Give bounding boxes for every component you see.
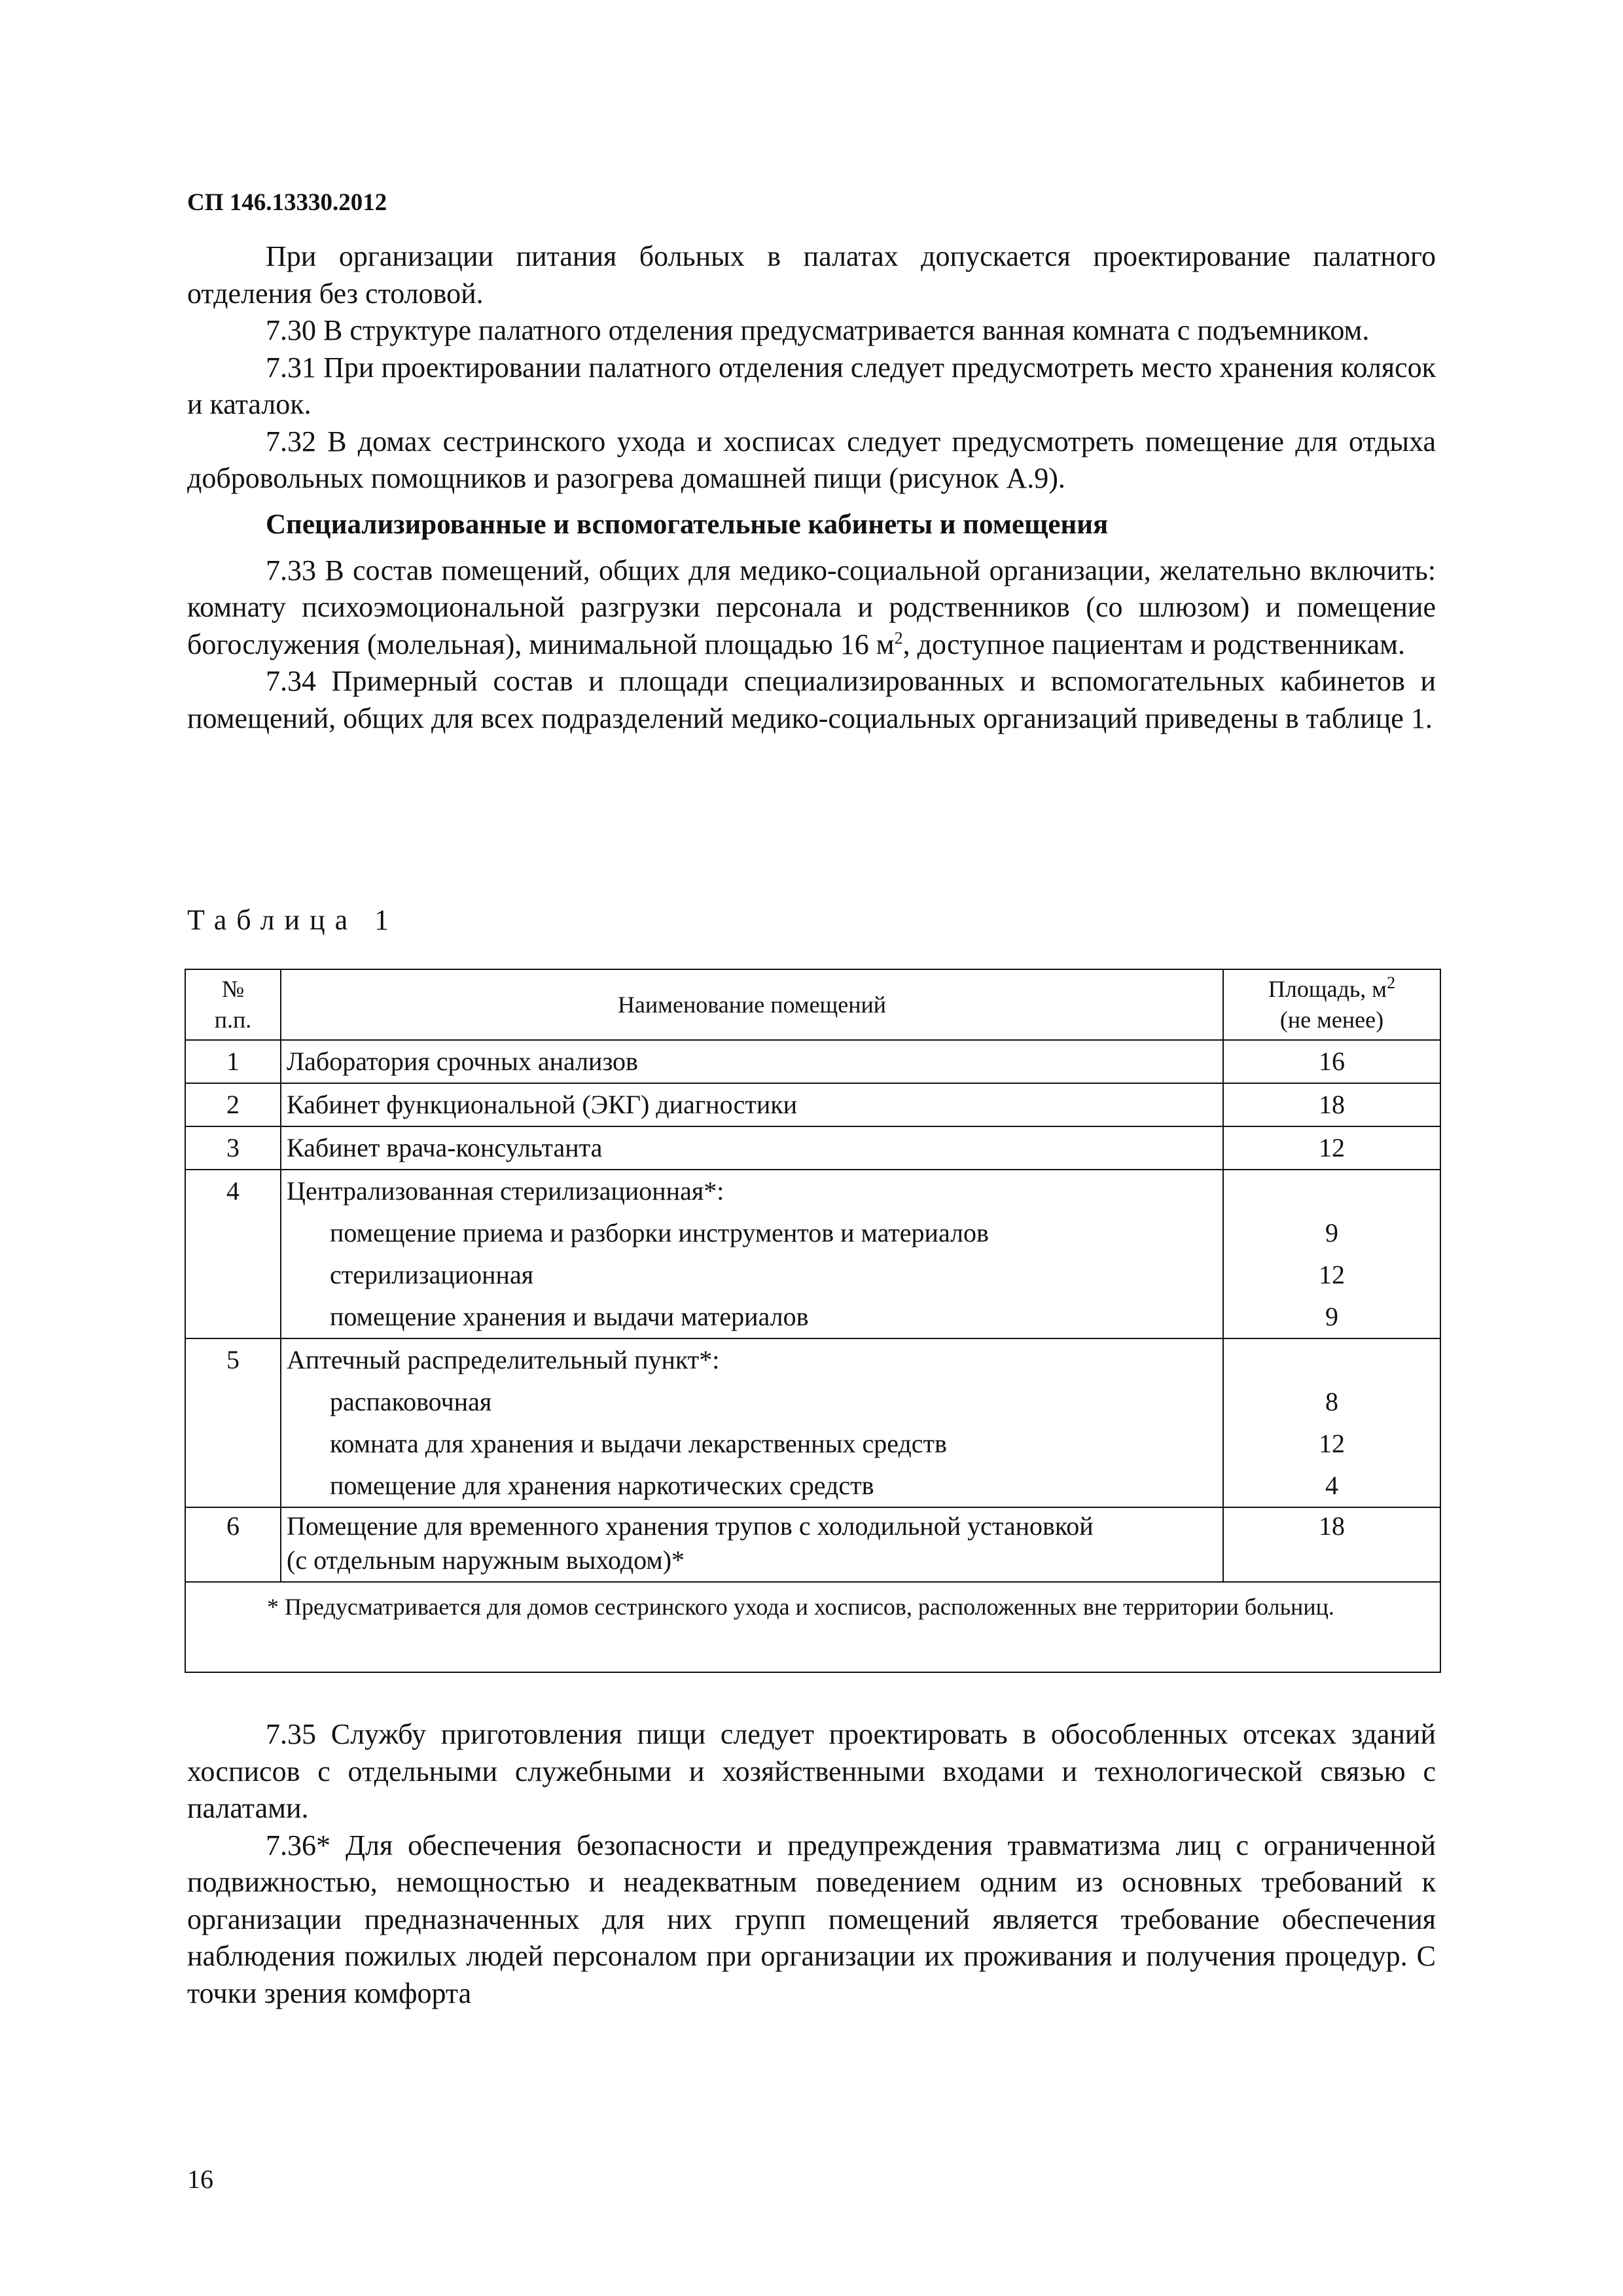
paragraph-7-36: 7.36* Для обеспечения безопасности и предупреждения травматизма лиц с ограниченной подвижностью, немощностью и неадекватным поведением одним из основных требований к организации предназначенных для них групп помещений является требование обеспечения наблюдения пожилых людей персоналом при организации их проживания и получения процедур. С точки зрения комфорта [187, 1829, 1436, 2009]
group-item: помещение хранения и выдачи материалов [330, 1302, 809, 1331]
row-area: 18 [1223, 1083, 1440, 1126]
row-num: 1 [185, 1040, 281, 1083]
row-area-group [1223, 1338, 1440, 1507]
group-item-area: 8 [1325, 1387, 1338, 1416]
paragraph-7-34: 7.34 Примерный состав и площади специализированных и вспомогательных кабинетов и помещений, общих для всех подразделений медико-социальных организаций приведены в таблице 1. [187, 665, 1436, 734]
group-item: распаковочная [330, 1387, 492, 1416]
row-num: 3 [185, 1126, 281, 1170]
header-area-label: Площадь, м [1268, 976, 1387, 1002]
row-name: Кабинет функциональной (ЭКГ) диагностики [281, 1083, 1223, 1126]
row-name: Лаборатория срочных анализов [281, 1040, 1223, 1083]
row-name-group [281, 1170, 1223, 1338]
header-area-line2: (не менее) [1279, 1007, 1384, 1033]
row-name-group [281, 1338, 1223, 1507]
paragraph: При организации питания больных в палатах допускается проектирование палатного отделения без столовой. [187, 240, 1436, 310]
table-footnote-row [185, 1582, 1440, 1672]
paragraph-7-30: 7.30 В структуре палатного отделения предусматривается ванная комната с подъемником. [266, 314, 1370, 346]
table-caption: Таблица 1 [187, 904, 399, 936]
row-area: 18 [1223, 1507, 1440, 1582]
paragraph-7-33-tail: , доступное пациентам и родственникам. [902, 628, 1405, 660]
table-row [185, 1040, 1440, 1083]
paragraph-7-35: 7.35 Службу приготовления пищи следует проектировать в обособленных отсеках зданий хосписов с отдельными служебными и хозяйственными входами и технологической связью с палатами. [187, 1718, 1436, 1824]
row-area-group [1223, 1170, 1440, 1338]
header-num-line2: п.п. [214, 1007, 252, 1033]
table-header-row [185, 969, 1440, 1040]
row-name-line1: Помещение для временного хранения трупов с холодильной установкой [287, 1511, 1094, 1541]
row-name [281, 1507, 1223, 1582]
paragraph-7-33-text: 7.33 В состав помещений, общих для медико-социальной организации, желательно включить: комнату психоэмоциональной разгрузки персонала и родственников (со шлюзом) и помещение богослужения (молельная), минимальной площадью 16 м [187, 554, 1436, 660]
table-container [185, 969, 1436, 1673]
group-title: Централизованная стерилизационная*: [287, 1176, 724, 1206]
group-item-area: 12 [1319, 1429, 1345, 1458]
header-name: Наименование помещений [281, 969, 1223, 1040]
group-item-area: 12 [1319, 1260, 1345, 1289]
superscript: 2 [894, 628, 903, 647]
header-num [185, 969, 281, 1040]
row-name-line2: (с отдельным наружным выходом)* [287, 1545, 685, 1575]
group-item: помещение для хранения наркотических средств [330, 1471, 874, 1500]
header-area [1223, 969, 1440, 1040]
paragraph-7-33 [187, 552, 1436, 664]
row-num: 2 [185, 1083, 281, 1126]
group-item-area: 9 [1325, 1302, 1338, 1331]
header-area-sup: 2 [1387, 973, 1396, 992]
table-row [185, 1083, 1440, 1126]
group-item-area: 4 [1325, 1471, 1338, 1500]
table-row [185, 1126, 1440, 1170]
body-text-top [187, 238, 1436, 737]
group-item: комната для хранения и выдачи лекарственных средств [330, 1429, 947, 1458]
row-name: Кабинет врача-консультанта [281, 1126, 1223, 1170]
group-item-area: 9 [1325, 1218, 1338, 1247]
group-title: Аптечный распределительный пункт*: [287, 1345, 720, 1374]
row-num: 6 [185, 1507, 281, 1582]
table-row-group [185, 1338, 1440, 1507]
page-number: 16 [187, 2164, 213, 2194]
row-area: 16 [1223, 1040, 1440, 1083]
table-footnote: * Предусматривается для домов сестринского ухода и хосписов, расположенных вне территории больниц. [185, 1582, 1440, 1672]
paragraph-7-31: 7.31 При проектировании палатного отделения следует предусмотреть место хранения колясок и каталок. [187, 351, 1436, 420]
body-text-bottom [187, 1716, 1436, 2012]
row-area: 12 [1223, 1126, 1440, 1170]
group-item: помещение приема и разборки инструментов и материалов [330, 1218, 989, 1247]
header-num-line1: № [221, 976, 245, 1002]
row-num: 4 [185, 1170, 281, 1338]
paragraph-7-32: 7.32 В домах сестринского ухода и хосписах следует предусмотреть помещение для отдыха добровольных помощников и разогрева домашней пищи (рисунок А.9). [187, 425, 1436, 494]
group-item: стерилизационная [330, 1260, 534, 1289]
table-row-group [185, 1170, 1440, 1338]
table-row [185, 1507, 1440, 1582]
row-num: 5 [185, 1338, 281, 1507]
rooms-table [185, 969, 1441, 1673]
section-heading: Специализированные и вспомогательные кабинеты и помещения [266, 509, 1109, 540]
document-code: СП 146.13330.2012 [187, 189, 387, 216]
header-area-line1 [1224, 974, 1440, 1005]
